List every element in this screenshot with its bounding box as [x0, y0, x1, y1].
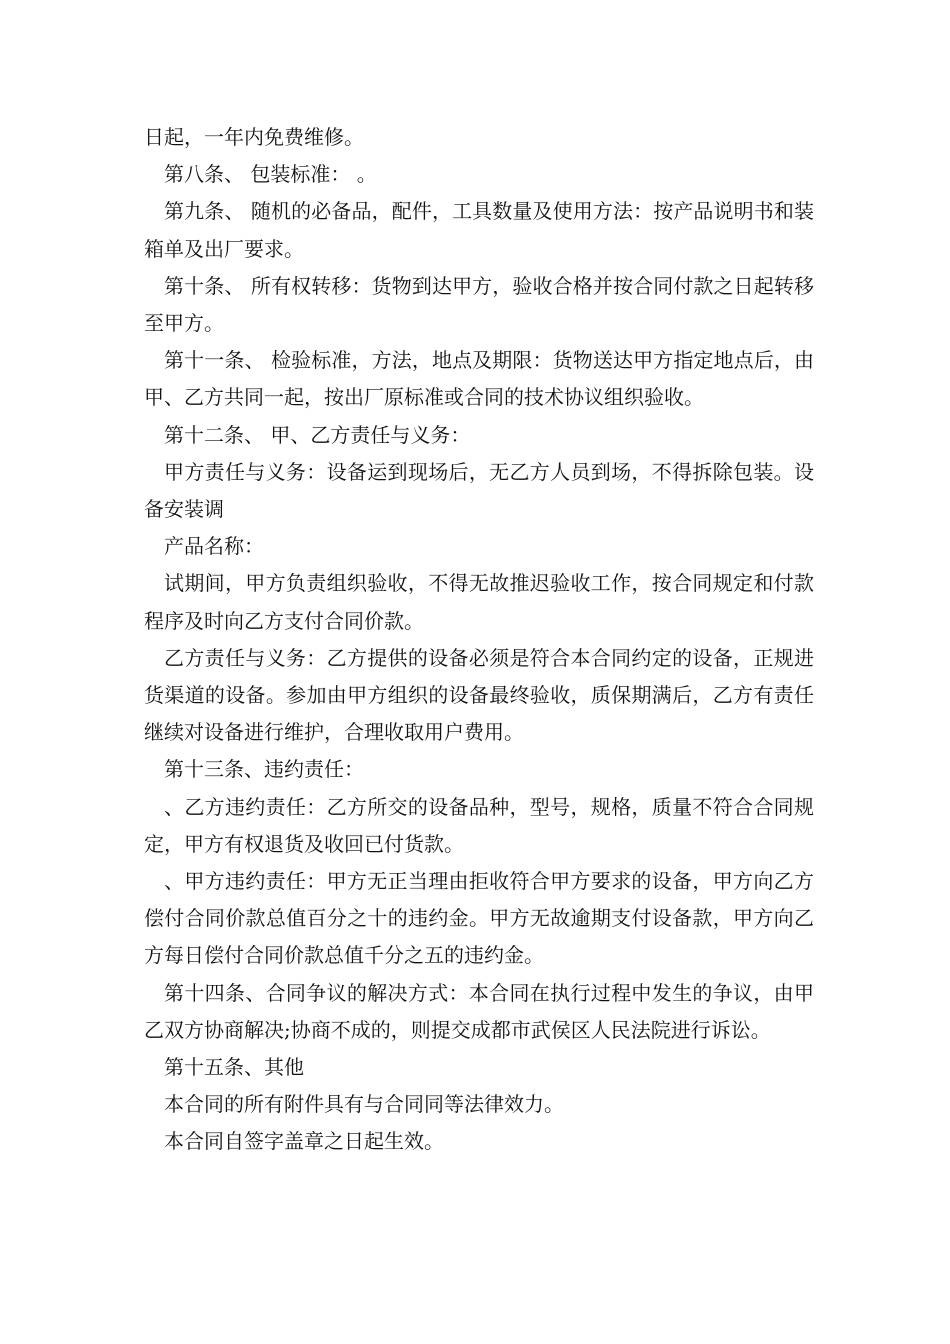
paragraph-article-14: 第十四条、合同争议的解决方式：本合同在执行过程中发生的争议，由甲乙双方协商解决;协商不成的，则提交成都市武侯区人民法院进行诉讼。: [144, 980, 814, 1042]
paragraph-product-name: 产品名称：: [164, 534, 264, 559]
paragraph-article-11: 第十一条、 检验标准，方法，地点及期限：货物送达甲方指定地点后，由甲、乙方共同一起，按出厂原标准或合同的技术协议组织验收。: [144, 348, 814, 410]
document-body: [144, 119, 814, 1161]
paragraph-article-15: 第十五条、其他: [164, 1055, 304, 1080]
paragraph-effective: 本合同自签字盖章之日起生效。: [164, 1129, 444, 1154]
paragraph-trial-period: 试期间，甲方负责组织验收，不得无故推迟验收工作，按合同规定和付款程序及时向乙方支付合同价款。: [144, 571, 814, 633]
paragraph-continuation: 日起，一年内免费维修。: [144, 125, 364, 149]
paragraph-attachments: 本合同的所有附件具有与合同同等法律效力。: [164, 1092, 564, 1117]
paragraph-party-b-duties: 乙方责任与义务：乙方提供的设备必须是符合本合同约定的设备，正规进货渠道的设备。参加由甲方组织的设备最终验收，质保期满后，乙方有责任继续对设备进行维护，合理收取用户费用。: [144, 645, 814, 745]
paragraph-party-b-breach: 、乙方违约责任：乙方所交的设备品种，型号，规格，质量不符合合同规定，甲方有权退货及收回已付货款。: [144, 794, 814, 856]
paragraph-party-a-duties: 甲方责任与义务：设备运到现场后，无乙方人员到场，不得拆除包装。设备安装调: [144, 459, 814, 522]
paragraph-article-10: 第十条、 所有权转移：货物到达甲方，验收合格并按合同付款之日起转移至甲方。: [144, 273, 814, 336]
paragraph-article-9: 第九条、 随机的必备品，配件，工具数量及使用方法：按产品说明书和装箱单及出厂要求。: [144, 199, 814, 261]
paragraph-article-8: 第八条、 包装标准： 。: [164, 162, 377, 187]
paragraph-article-12: 第十二条、 甲、乙方责任与义务：: [164, 422, 471, 447]
paragraph-party-a-breach: 、甲方违约责任：甲方无正当理由拒收符合甲方要求的设备，甲方向乙方偿付合同价款总值百分之十的违约金。甲方无故逾期支付设备款，甲方向乙方每日偿付合同价款总值千分之五的违约金。: [144, 869, 814, 968]
paragraph-article-13: 第十三条、违约责任：: [164, 757, 364, 782]
